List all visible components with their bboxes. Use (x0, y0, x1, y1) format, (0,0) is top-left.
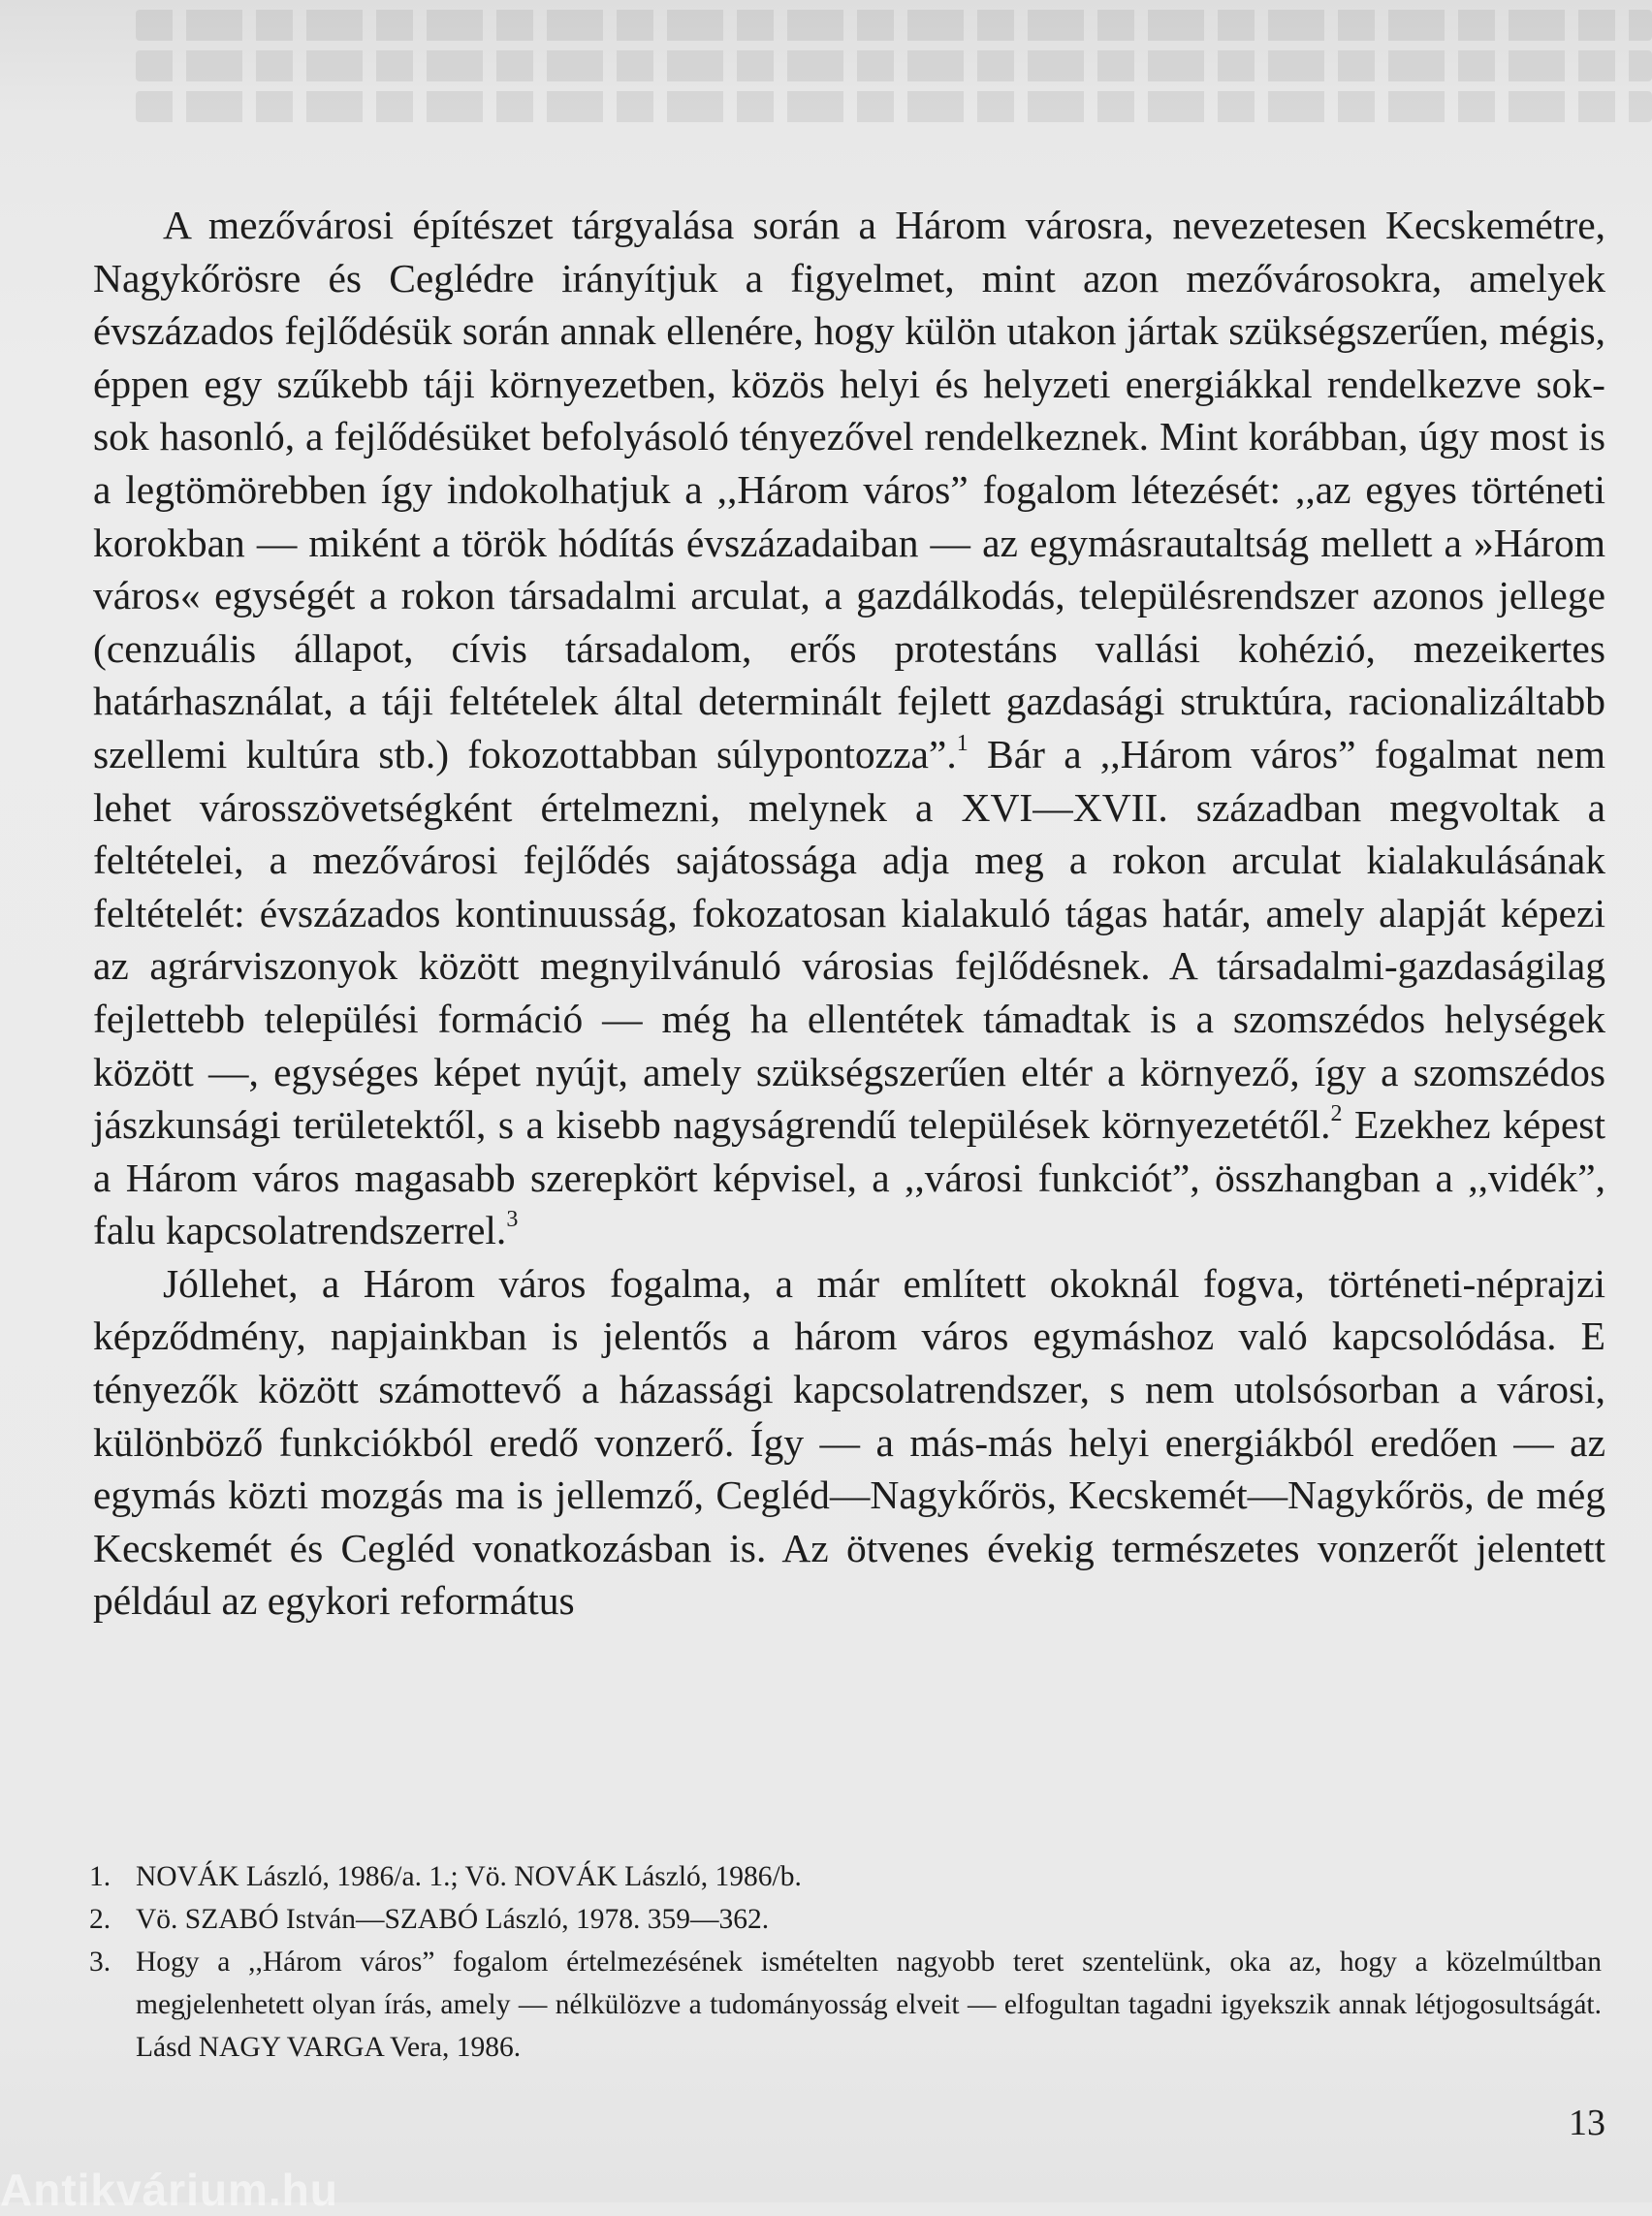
body-text (93, 199, 1605, 1628)
footnotes (89, 1855, 1602, 2069)
footnote-text: NOVÁK László, 1986/a. 1.; Vö. NOVÁK László, 1986/b. (136, 1861, 802, 1892)
footnote-ref-3[interactable]: 3 (506, 1207, 519, 1233)
paragraph-1: A mezővárosi építészet tárgyalása során a Három városra, nevezetesen Kecskemétre, Nagykőrösre és Ceglédre irányítjuk a figyelmet, mint azon mezővárosokra, amelyek évszázados fejlődésük során annak ellenére, hogy külön utakon jártak szükségszerűen, mégis, éppen egy szűkebb táji környezetben, közös helyi és helyzeti energiákkal rendelkezve sok-sok hasonló, a fejlődésüket befolyásoló tényezővel rendelkeznek. Mint korábban, úgy most is a legtömörebben így indokolhatjuk a ,,Három város” fogalom létezését: ,,az egyes történeti korokban — miként a török hódítás évszázadaiban — az egymásrautaltság mellett a »Három város« egységét a rokon társadalmi arculat, a gazdálkodás, településrendszer azonos jellege (cenzuális állapot, cívis társadalom, erős protestáns vallási kohézió, mezeikertes határhasználat, a táji feltételek által determinált fejlett gazdasági struktúra, racionalizáltabb szellemi kultúra stb.) fokozottabban súlypontozza”.$^1$ Bár a ,,Három város” fogalmat nem lehet városszövetségként értelmezni, melynek a XVI—XVII. században megvoltak a feltételei, a mezővárosi fejlődés sajátossága adja meg a rokon arculat kialakulásának feltételét: évszázados kontinuusság, fokozatosan kialakuló tágas határ, amely alapját képezi az agrárviszonyok között megnyilvánuló városias fejlődésnek. A társadalmi-gazdaságilag fejlettebb települési formáció — még ha ellentétek támadtak is a szomszédos helységek között —, egységes képet nyújt, amely szükségszerűen eltér a környező, így a szomszédos jászkunsági területektől, s a kisebb nagyságrendű települések környezetétől.$^2$ Ezekhez képest a Három város magasabb szerepkört képvisel, a ,,városi funkciót”, összhangban a ,,vidék”, falu kapcsolatrendszerrel.$^3$ (93, 203, 1605, 1253)
footnote-number: 2. (89, 1904, 111, 1935)
footnote-text: Hogy a ,,Három város” fogalom értelmezésének ismételten nagyobb teret szentelünk, oka az, hogy a közelmúltban megjelenhetett olyan írás, amely — nélkülözve a tudományosság elveit — elfogultan tagadni igyekszik annak létjogosultságát. Lásd NAGY VARGA Vera, 1986. (136, 1947, 1602, 2063)
paragraph-2: Jóllehet, a Három város fogalma, a már említett okoknál fogva, történeti-néprajzi képződmény, napjainkban is jelentős a három város egymáshoz való kapcsolódása. E tényezők között számottevő a házassági kapcsolatrendszer, s nem utolsósorban a városi, különböző funkciókból eredő vonzerő. Így — a más-más helyi energiákból eredően — az egymás közti mozgás ma is jellemző, Cegléd—Nagykőrös, Kecskemét—Nagykőrös, de még Kecskemét és Cegléd vonatkozásban is. Az ötvenes évekig természetes vonzerőt jelentett például az egykori református (93, 1260, 1605, 1624)
footnote-ref-1[interactable]: 1 (956, 730, 969, 756)
page-number: 13 (1569, 2103, 1605, 2143)
footnote-number: 3. (89, 1947, 111, 1978)
footnote-ref-2[interactable]: 2 (1330, 1101, 1343, 1127)
footnote-number: 1. (89, 1861, 111, 1892)
footnote-1 (89, 1855, 1602, 1898)
footnote-text: Vö. SZABÓ István—SZABÓ László, 1978. 359—362. (136, 1904, 770, 1935)
footnote-2 (89, 1898, 1602, 1941)
footnote-3 (89, 1941, 1602, 2069)
watermark: Antikvárium.hu (0, 2165, 338, 2215)
show-through-text (136, 0, 1652, 165)
